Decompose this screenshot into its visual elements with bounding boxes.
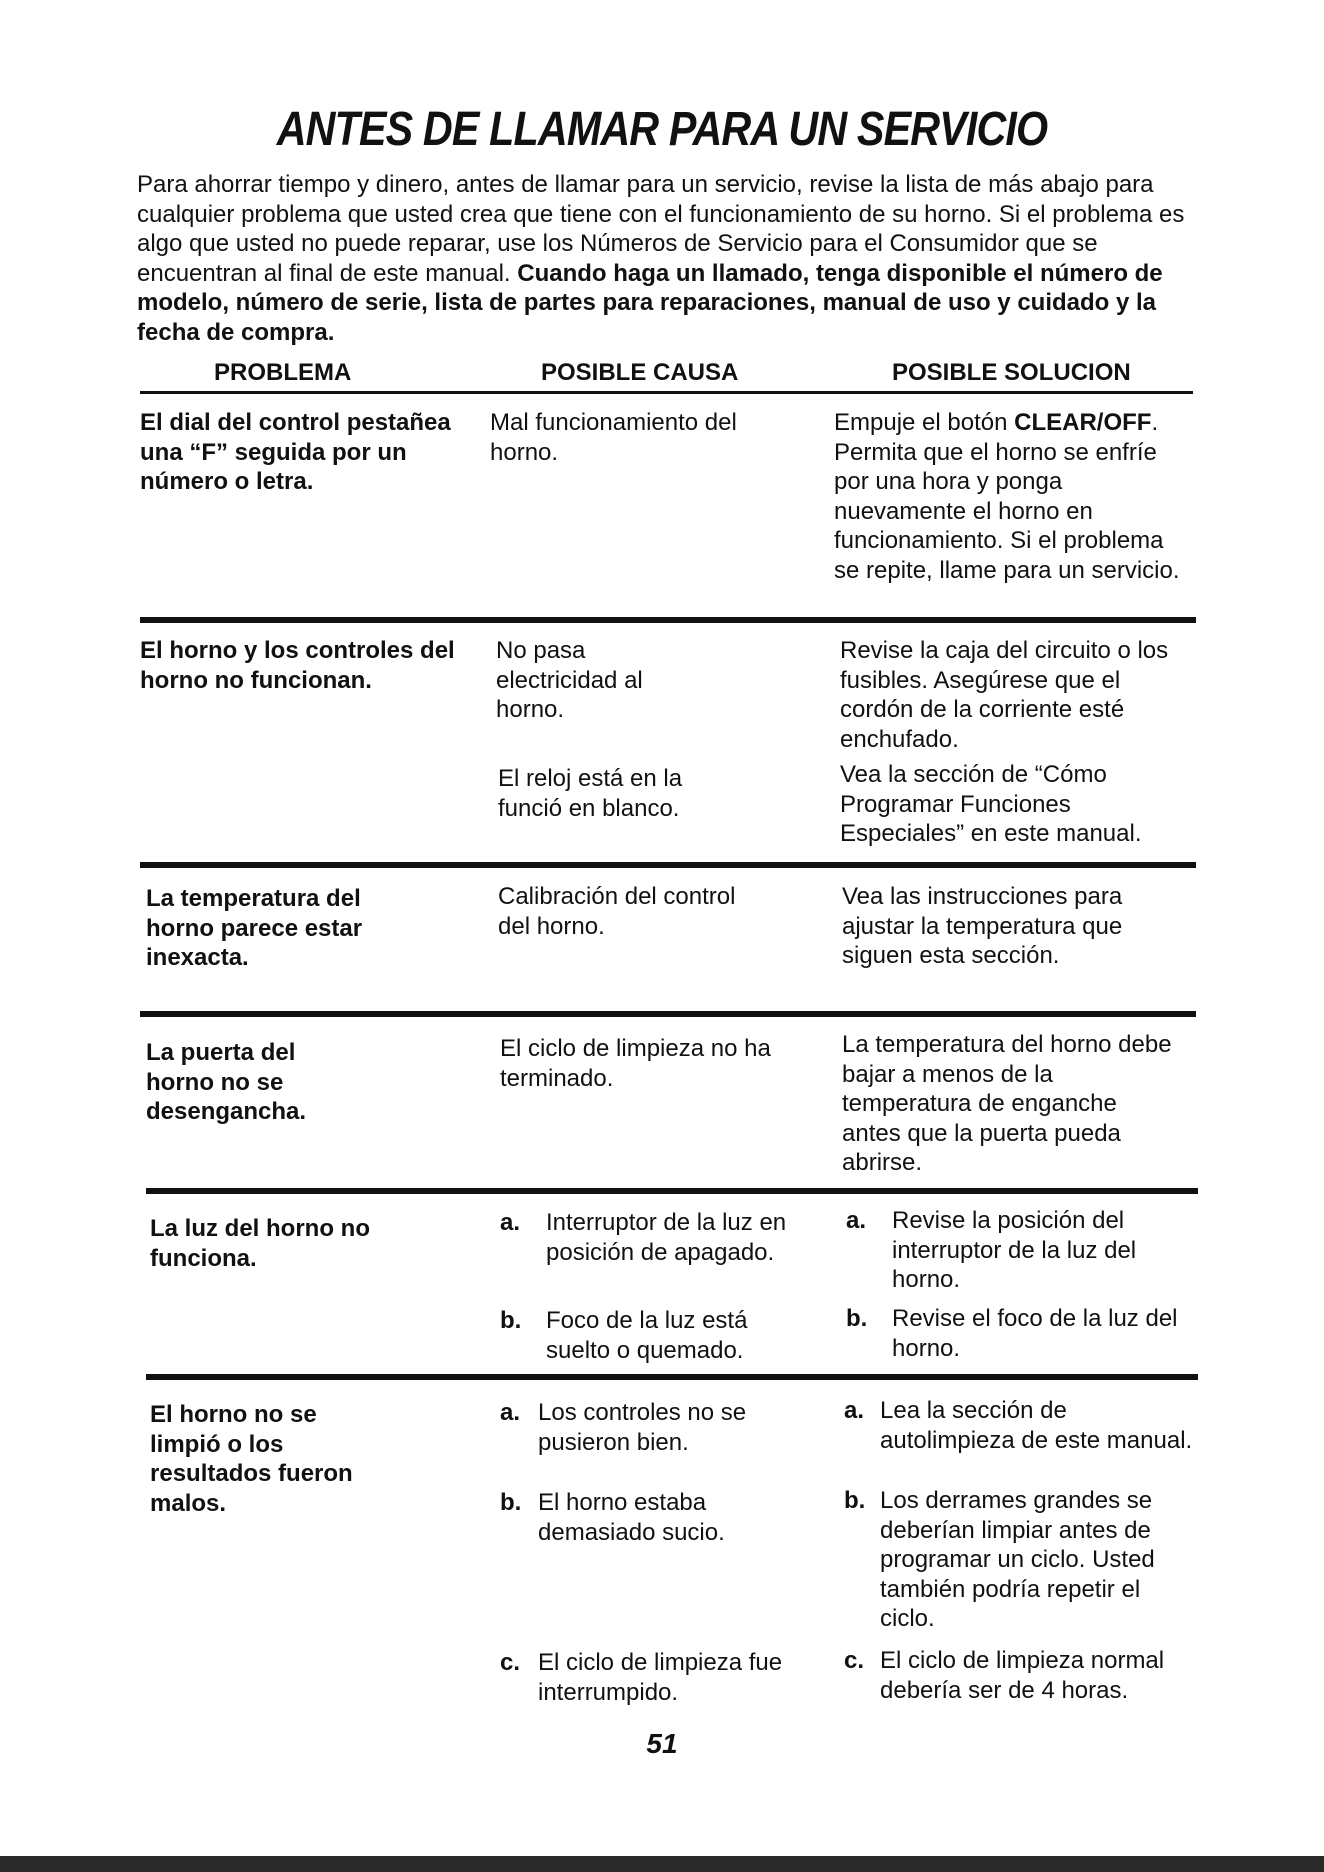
row-6-cause-a xyxy=(500,1398,800,1457)
row-5-solution-b xyxy=(846,1304,1186,1363)
row-3-solution: Vea las instrucciones para ajustar la temperatura que siguen esta sección. xyxy=(842,883,1123,969)
row-2-problem: El horno y los controles del horno no funcionan. xyxy=(140,637,455,694)
row-6-solution-c xyxy=(844,1646,1194,1705)
row-6-cause-c xyxy=(500,1648,800,1707)
row-5-cause-a xyxy=(500,1208,800,1267)
item-letter: a. xyxy=(500,1399,521,1426)
row-5-solution-a xyxy=(846,1206,1186,1295)
item-text: Los derrames grandes se deberían limpiar antes de programar un ciclo. Usted también podría repetir el ciclo. xyxy=(880,1487,1155,1632)
intro-text: Para ahorrar tiempo y dinero, antes de llamar para un servicio, revise la lista de más abajo para cualquier problema que usted crea que tiene con el funcionamiento de su horno. Si el problema es algo que usted no puede reparar, use los Números de Servicio para el Consumidor que se encuentran al final de este manual. xyxy=(137,171,1185,287)
item-text: Lea la sección de autolimpieza de este manual. xyxy=(880,1397,1193,1454)
row-3-problem: La temperatura del horno parece estar inexacta. xyxy=(146,885,363,971)
row-2-cause-1: No pasa electricidad al horno. xyxy=(496,637,643,723)
row-divider xyxy=(146,1188,1198,1194)
row-5-cause-b xyxy=(500,1306,800,1365)
item-text: Revise el foco de la luz del horno. xyxy=(892,1305,1178,1362)
row-6-cause-b xyxy=(500,1488,800,1547)
intro-bold-text: Cuando haga un llamado, tenga disponible el número de modelo, número de serie, lista de partes para reparaciones, manual de uso y cuidado y la fecha de compra. xyxy=(137,259,1163,346)
item-text: El horno estaba demasiado sucio. xyxy=(538,1489,725,1546)
row-4-cause: El ciclo de limpieza no ha terminado. xyxy=(500,1035,771,1092)
row-6-solution-a xyxy=(844,1396,1194,1455)
row-1-solution xyxy=(834,408,1194,585)
page-number: 51 xyxy=(646,1728,678,1759)
item-text: Los controles no se pusieron bien. xyxy=(538,1399,747,1456)
row-1-cause: Mal funcionamiento del horno. xyxy=(490,409,737,466)
item-letter: a. xyxy=(846,1207,867,1234)
header-posible-solucion: POSIBLE SOLUCION xyxy=(892,359,1131,386)
row-1-solution-text-end: . Permita que el horno se enfríe por una hora y ponga nuevamente el horno en funcionamiento. Si el problema se repite, llame para un servicio. xyxy=(834,409,1180,584)
page-title: ANTES DE LLAMAR PARA UN SERVICIO xyxy=(276,103,1048,156)
item-text: El ciclo de limpieza normal debería ser de 4 horas. xyxy=(880,1647,1165,1704)
scan-bottom-edge xyxy=(0,1856,1324,1872)
item-letter: b. xyxy=(500,1489,522,1516)
item-text: Revise la posición del interruptor de la luz del horno. xyxy=(892,1207,1137,1293)
row-1-problem: El dial del control pestañea una “F” seguida por un número o letra. xyxy=(140,409,451,495)
row-2-solution-1: Revise la caja del circuito o los fusibles. Asegúrese que el cordón de la corriente esté enchufado. xyxy=(840,637,1169,753)
row-2-solution-2: Vea la sección de “Cómo Programar Funciones Especiales” en este manual. xyxy=(840,761,1142,847)
item-letter: b. xyxy=(500,1307,522,1334)
row-1-solution-text: Empuje el botón xyxy=(834,409,1015,436)
item-letter: a. xyxy=(500,1209,521,1236)
intro-paragraph xyxy=(137,170,1187,347)
row-divider xyxy=(146,1374,1198,1380)
item-letter: a. xyxy=(844,1397,865,1424)
row-divider xyxy=(140,1011,1196,1017)
row-3-cause: Calibración del control del horno. xyxy=(498,883,736,940)
header-rule xyxy=(140,391,1193,394)
item-letter: b. xyxy=(844,1487,866,1514)
header-problema: PROBLEMA xyxy=(214,359,352,386)
item-text: Foco de la luz está suelto o quemado. xyxy=(546,1307,748,1364)
row-6-solution-b xyxy=(844,1486,1194,1634)
row-4-problem: La puerta del horno no se desengancha. xyxy=(146,1039,307,1125)
row-divider xyxy=(140,617,1196,623)
row-4-solution: La temperatura del horno debe bajar a menos de la temperatura de enganche antes que la puerta pueda abrirse. xyxy=(842,1031,1172,1176)
item-letter: b. xyxy=(846,1305,868,1332)
item-text: Interruptor de la luz en posición de apagado. xyxy=(546,1209,787,1266)
row-divider xyxy=(140,862,1196,868)
item-letter: c. xyxy=(844,1647,865,1674)
clear-off-button-label: CLEAR/OFF xyxy=(1014,409,1152,436)
row-5-problem: La luz del horno no funciona. xyxy=(150,1215,370,1272)
item-text: El ciclo de limpieza fue interrumpido. xyxy=(538,1649,783,1706)
row-6-problem: El horno no se limpió o los resultados fueron malos. xyxy=(150,1401,353,1517)
row-2-cause-2: El reloj está en la funció en blanco. xyxy=(498,765,683,822)
header-posible-causa: POSIBLE CAUSA xyxy=(541,359,739,386)
item-letter: c. xyxy=(500,1649,521,1676)
